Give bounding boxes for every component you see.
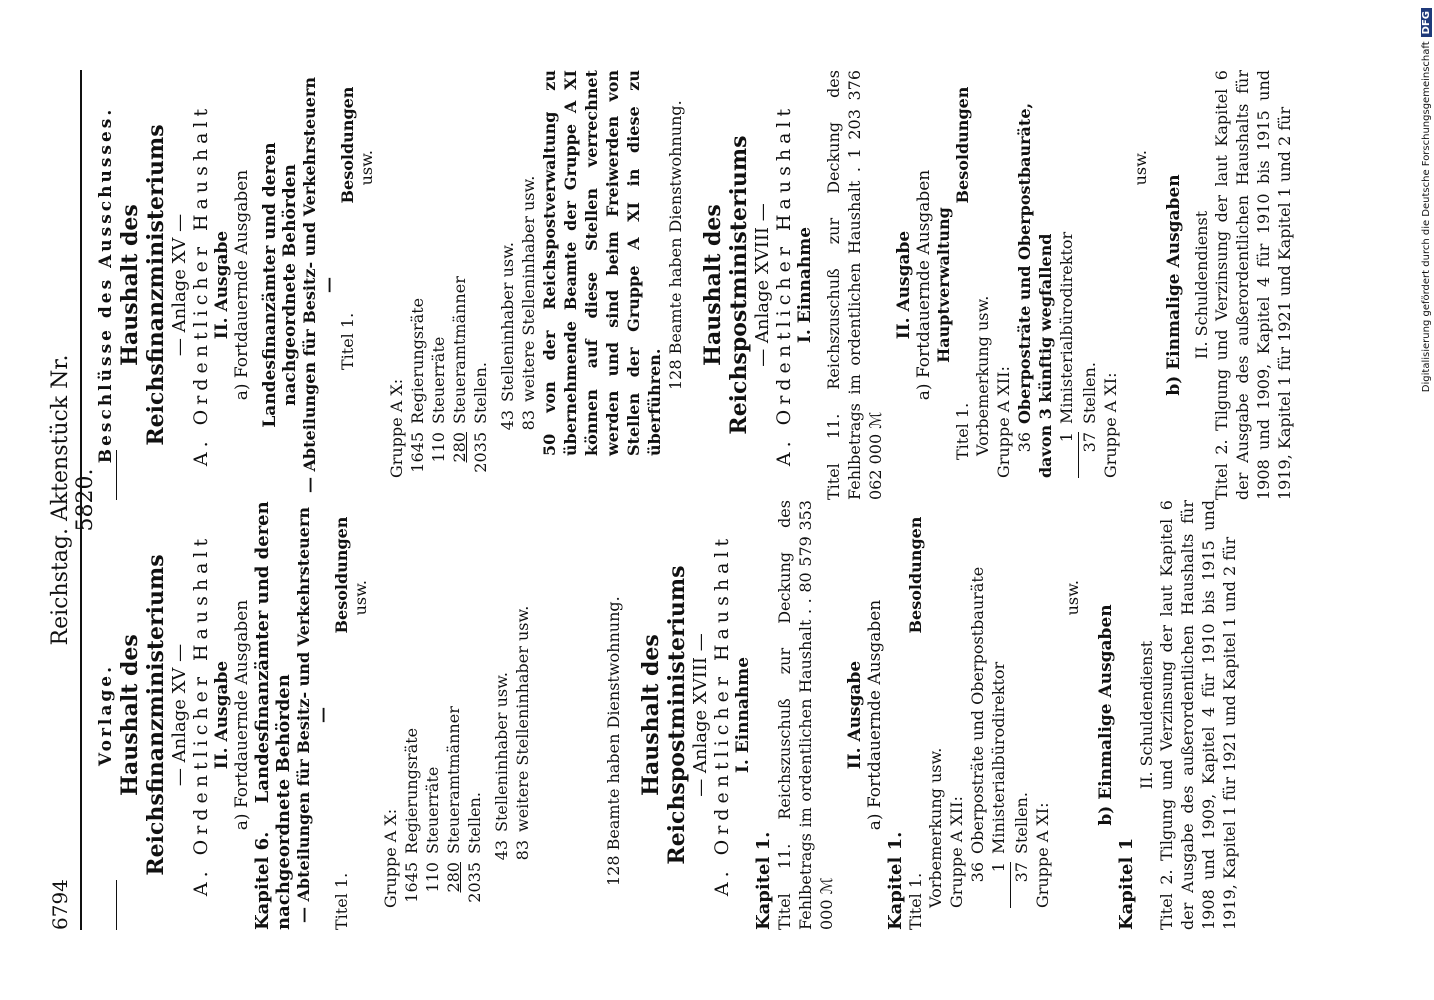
stellen-total: 37Stellen. <box>1080 362 1099 453</box>
column-beschluesse <box>96 70 1326 500</box>
ausgabe-label: II. Ausgabe <box>894 230 914 340</box>
gruppe-label: Gruppe A XI: <box>1033 802 1052 908</box>
besoldungen-label: Besoldungen <box>953 86 972 204</box>
column-vorlage <box>96 500 1326 930</box>
usw-label: usw. <box>351 580 370 616</box>
column-heading: Beschlüsse des Ausschusses. <box>96 106 116 464</box>
besoldungen-label: Besoldungen <box>332 516 351 634</box>
header-rule <box>80 70 82 930</box>
stellen-total: 2035Stellen. <box>465 792 484 903</box>
gruppe-label: Gruppe A XII: <box>947 796 966 908</box>
vorbemerkung-label: Vorbemerkung usw. <box>926 747 945 908</box>
haushalt-label: A. Ordentlicher Haushalt <box>711 533 733 897</box>
stellen-row: 83weitere Stelleninhaber usw. <box>519 175 538 431</box>
kapitel-label: Kapitel 1. <box>885 831 906 930</box>
usw-label: usw. <box>1063 580 1082 616</box>
kapitel-label: Kapitel 1 <box>1116 837 1137 930</box>
besoldungen-label: Besoldungen <box>906 516 925 634</box>
einnahme-label: I. Einnahme <box>795 226 815 344</box>
page-number: 6794 <box>48 879 72 930</box>
stellen-total: 2035Stellen. <box>471 362 490 473</box>
titel-row <box>906 500 925 930</box>
ausgabe-label: II. Ausgabe <box>212 660 232 770</box>
anlage-label: — Anlage XV — <box>169 643 190 787</box>
stellen-fraction: 1 Ministerialbürodirektor <box>1056 70 1079 500</box>
stellen-row: 110Steuerräte <box>429 336 448 463</box>
dfg-logo: DFG <box>1421 8 1432 37</box>
besoldungen-label: Besoldungen <box>338 86 357 204</box>
abteilungen-label: — Abteilungen für Besitz- und Verkehrsteuern — <box>300 76 338 494</box>
stellen-row: 43Stelleninhaber usw. <box>498 242 517 431</box>
section-title: Haushalt des Reichspostministeriums <box>700 135 752 435</box>
stellen-total: 37Stellen. <box>1012 792 1031 883</box>
stellen-row: 280Steueramtmänner <box>444 706 463 893</box>
einmalige-label: b) Einmalige Ausgaben <box>1164 174 1184 396</box>
kapitel-label: Kapitel 1. <box>753 831 774 930</box>
hauptverwaltung-label: Hauptverwaltung <box>934 207 953 363</box>
haushalt-label: A. Ordentlicher Haushalt <box>190 103 212 467</box>
beamte-note: 128 Beamte haben Dienstwohnung. <box>604 596 623 886</box>
fortdauernde-label: a) Fortdauernde Ausgaben <box>232 169 252 401</box>
titel-label: Titel 1. <box>332 872 351 930</box>
usw-label: usw. <box>357 150 376 186</box>
stellen-row: 36Oberposträte und Oberpostbauräte <box>968 566 987 883</box>
gruppe-label: Gruppe A XII: <box>994 366 1013 478</box>
titel-row <box>953 70 972 500</box>
haushalt-label: A. Ordentlicher Haushalt <box>773 103 795 467</box>
titel-row <box>332 500 351 930</box>
section-title: Haushalt des Reichsfinanzministeriums <box>117 554 169 876</box>
uebernahme-note: 50 von der Reichspostverwaltung zu übernehmende Beamte der Gruppe A XI können auf diese Stellen verrechnet werden und sind beim Freiwerden von Stellen der Gruppe A XI in diese zu überführen. <box>540 70 664 456</box>
page-title: Reichstag. Aktenstück Nr. 5820. <box>48 354 98 646</box>
fortdauernde-label: a) Fortdauernde Ausgaben <box>232 599 252 831</box>
titel-11-text: Titel 11. Reichszuschuß zur Deckung des Fehlbetrags im ordentlichen Haushalt . 1 203 376 062 000 ℳ <box>824 70 885 500</box>
gruppe-label: Gruppe A X: <box>381 808 400 908</box>
stellen-row: 280Steueramtmänner <box>450 276 469 463</box>
haushalt-label: A. Ordentlicher Haushalt <box>190 533 212 897</box>
gruppe-label: Gruppe A X: <box>387 378 406 478</box>
dfg-credit-text: Digitalisierung gefördert durch die Deutsche Forschungsgemeinschaft <box>1420 41 1432 393</box>
stellen-row: 36Oberposträte und Oberpostbauräte, davon 3 künftig wegfallend <box>1015 102 1055 478</box>
kapitel-title: Landesfinanzämter und deren nachgeordnete Behörden <box>260 142 300 428</box>
einnahme-label: I. Einnahme <box>733 656 753 774</box>
stellen-row: 1645Regierungsräte <box>402 727 421 903</box>
stellen-row: 1645Regierungsräte <box>408 297 427 473</box>
kapitel-title: Landesfinanzämter und deren nachgeordnete Behörden <box>252 501 294 930</box>
titel-2-text: Titel 2. Tilgung und Verzinsung der laut Kapitel 6 der Ausgabe des außerordentlichen Haushalts für 1908 und 1909, Kapitel 4 für 1910 bis 1915 und 1919, Kapitel 1 für 1921 und Kapitel 1 und 2 für <box>1157 500 1239 930</box>
stellen-fraction: 1 Ministerialbürodirektor <box>988 500 1011 930</box>
titel-11-text: Titel 11. Reichszuschuß zur Deckung des Fehlbetrags im ordentlichen Haushalt . . 80 579 353 000 ℳ <box>775 500 836 930</box>
anlage-label: — Anlage XVIII — <box>752 203 773 367</box>
stellen-row: 43Stelleninhaber usw. <box>492 672 511 861</box>
beamte-note: 128 Beamte haben Dienstwohnung. <box>666 100 685 390</box>
gruppe-label: Gruppe A XI: <box>1101 372 1120 478</box>
stellen-row: 110Steuerräte <box>423 766 442 893</box>
einmalige-label: b) Einmalige Ausgaben <box>1096 604 1116 826</box>
fortdauernde-label: a) Fortdauernde Ausgaben <box>914 169 934 401</box>
titel-label: Titel 1. <box>953 402 972 460</box>
usw-label: usw. <box>1131 150 1150 186</box>
dfg-credit <box>1418 8 1434 992</box>
fortdauernde-label: a) Fortdauernde Ausgaben <box>865 599 885 831</box>
titel-label: Titel 1. <box>906 872 925 930</box>
schuldendienst-label: II. Schuldendienst <box>1192 210 1211 360</box>
ausgabe-label: II. Ausgabe <box>212 230 232 340</box>
section-title: Haushalt des Reichspostministeriums <box>638 565 690 865</box>
section-title: Haushalt des Reichsfinanzministeriums <box>117 124 169 446</box>
ausgabe-label: II. Ausgabe <box>845 660 865 770</box>
titel-2-text: Titel 2. Tilgung und Verzinsung der laut Kapitel 6 der Ausgabe des außerordentlichen Haushalts für 1908 und 1909, Kapitel 4 für 1910 bis 1915 und 1919, Kapitel 1 für 1921 und Kapitel 1 und 2 für <box>1212 70 1294 500</box>
column-heading: Vorlage. <box>96 663 116 767</box>
vorbemerkung-label: Vorbemerkung usw. <box>973 295 992 456</box>
abteilungen-label: — Abteilungen für Besitz- und Verkehrsteuern — <box>294 506 332 924</box>
anlage-label: — Anlage XV — <box>169 213 190 357</box>
titel-label: Titel 1. <box>338 312 357 370</box>
titel-row <box>338 70 357 500</box>
page-header <box>48 70 98 930</box>
anlage-label: — Anlage XVIII — <box>690 633 711 797</box>
kapitel-label: Kapitel 6. Landesfinanzämter und deren nachgeordnete Behörden <box>252 501 294 930</box>
schuldendienst-label: II. Schuldendienst <box>1137 640 1156 790</box>
stellen-row: 83weitere Stelleninhaber usw. <box>513 605 532 861</box>
